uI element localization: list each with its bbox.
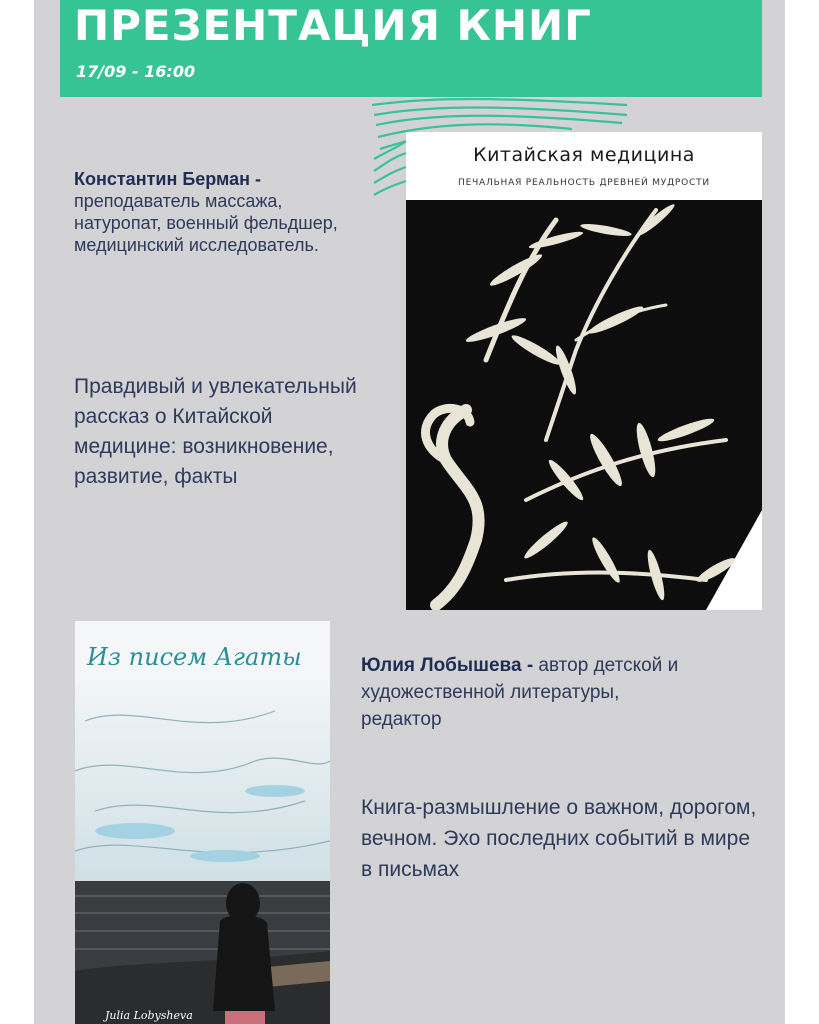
bamboo-dragon-artwork: [406, 200, 762, 610]
author-description: преподаватель массажа, натуропат, военный фельдшер, медицинский исследователь.: [74, 191, 338, 255]
book-cover-title: Из писем Агаты: [87, 643, 302, 671]
header-banner: [60, 0, 762, 97]
book-cover-chinese-medicine: [406, 132, 762, 610]
book-cover-agatha-letters: [75, 621, 330, 1024]
book-description-chinese-medicine: Правдивый и увлекательный рассказ о Китайской медицине: возникновение, развитие, факты: [74, 375, 357, 488]
author-bio-lobysheva: [361, 652, 691, 733]
book-cover-subtitle: ПЕЧАЛЬНАЯ РЕАЛЬНОСТЬ ДРЕВНЕЙ МУДРОСТИ: [458, 178, 710, 188]
author-name: Юлия Лобышева -: [361, 655, 534, 676]
book-cover-title: Китайская медицина: [473, 144, 695, 166]
sea-figure-artwork: [75, 681, 330, 1024]
author-description: автор детской и художественной литературы, редактор: [361, 655, 679, 730]
page-title: ПРЕЗЕНТАЦИЯ КНИГ: [74, 1, 592, 50]
book-description-agatha-letters: Книга-размышление о важном, дорогом, вечном. Эхо последних событий в мире в письмах: [361, 796, 757, 881]
event-datetime: 17/09 - 16:00: [76, 62, 196, 81]
poster: [34, 0, 785, 1024]
book-cover-author-signature: Julia Lobysheva: [105, 1009, 193, 1022]
author-name: Константин Берман -: [74, 169, 261, 189]
author-bio-berman: [74, 168, 364, 256]
